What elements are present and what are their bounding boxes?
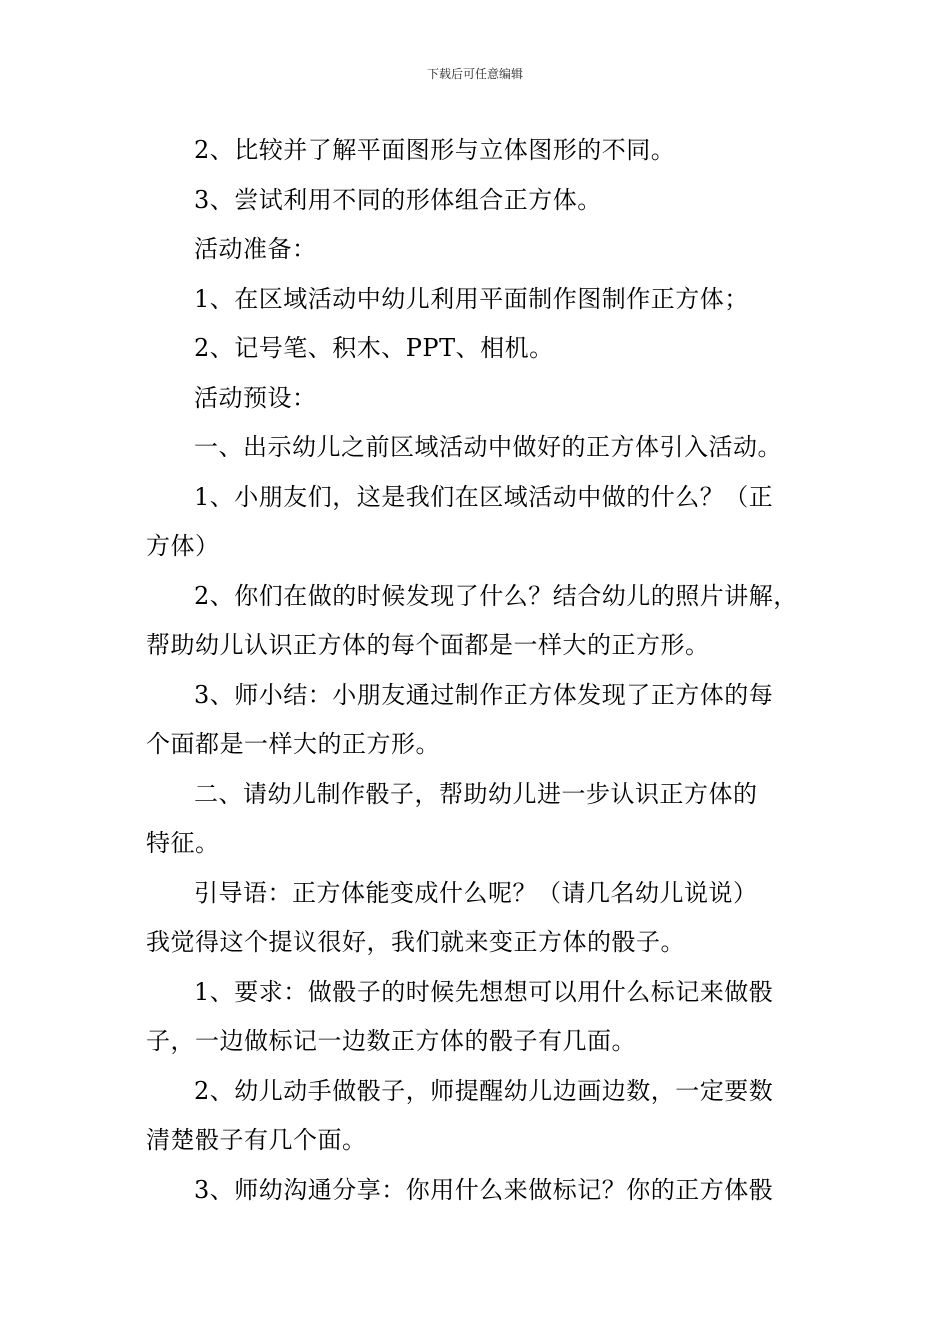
paragraph-step-two-3	[146, 1166, 812, 1216]
text-line: 引导语：正方体能变成什么呢？（请几名幼儿说说）	[194, 878, 758, 907]
paragraph-step-one	[146, 423, 812, 473]
text-line: 特征。	[146, 829, 220, 857]
text-line: 3、尝试利用不同的形体组合正方体。	[194, 185, 602, 214]
text-line: 方体）	[146, 532, 220, 560]
text-line: 2、你们在做的时候发现了什么？结合幼儿的照片讲解，	[194, 581, 798, 610]
text-line: 活动准备：	[194, 235, 317, 263]
text-line: 个面都是一样大的正方形。	[146, 730, 440, 758]
text-line: 二、请幼儿制作骰子，帮助幼儿进一步认识正方体的	[194, 779, 758, 808]
page-header: 下载后可任意编辑	[426, 67, 523, 81]
text-line: 2、比较并了解平面图形与立体图形的不同。	[194, 136, 676, 164]
text-line: 2、幼儿动手做骰子，师提醒幼儿边画边数，一定要数	[194, 1076, 774, 1105]
text-line: 3、师幼沟通分享：你用什么来做标记？你的正方体骰	[194, 1175, 774, 1204]
text-line: 帮助幼儿认识正方体的每个面都是一样大的正方形。	[146, 631, 710, 659]
paragraph-guide	[146, 869, 812, 968]
text-line: 子，一边做标记一边数正方体的骰子有几面。	[146, 1027, 636, 1055]
text-line: 2、记号笔、积木、PPT、相机。	[194, 334, 554, 362]
text-line: 1、要求：做骰子的时候先想想可以用什么标记来做骰	[194, 977, 774, 1006]
paragraph-step-two-2	[146, 1067, 812, 1166]
text-line: 一、出示幼儿之前区域活动中做好的正方体引入活动。	[194, 433, 782, 461]
paragraph-goal-3	[146, 176, 812, 226]
text-line: 3、师小结：小朋友通过制作正方体发现了正方体的每	[194, 680, 774, 709]
text-line: 1、小朋友们，这是我们在区域活动中做的什么？（正	[194, 482, 774, 511]
paragraph-preparation-1	[146, 275, 812, 325]
paragraph-goal-2	[146, 126, 812, 176]
text-line: 1、在区域活动中幼儿利用平面制作图制作正方体；	[194, 284, 749, 313]
text-line: 我觉得这个提议很好，我们就来变正方体的骰子。	[146, 928, 685, 956]
text-line: 活动预设：	[194, 383, 317, 412]
paragraph-step-two-1	[146, 968, 812, 1067]
section-heading-preparation	[146, 225, 812, 275]
paragraph-step-two	[146, 770, 812, 869]
paragraph-step-one-2	[146, 572, 812, 671]
paragraph-step-one-1	[146, 473, 812, 572]
paragraph-preparation-2	[146, 324, 812, 374]
text-line: 清楚骰子有几个面。	[146, 1126, 367, 1154]
document-body	[146, 126, 812, 1215]
section-heading-plan	[146, 374, 812, 424]
paragraph-step-one-3	[146, 671, 812, 770]
